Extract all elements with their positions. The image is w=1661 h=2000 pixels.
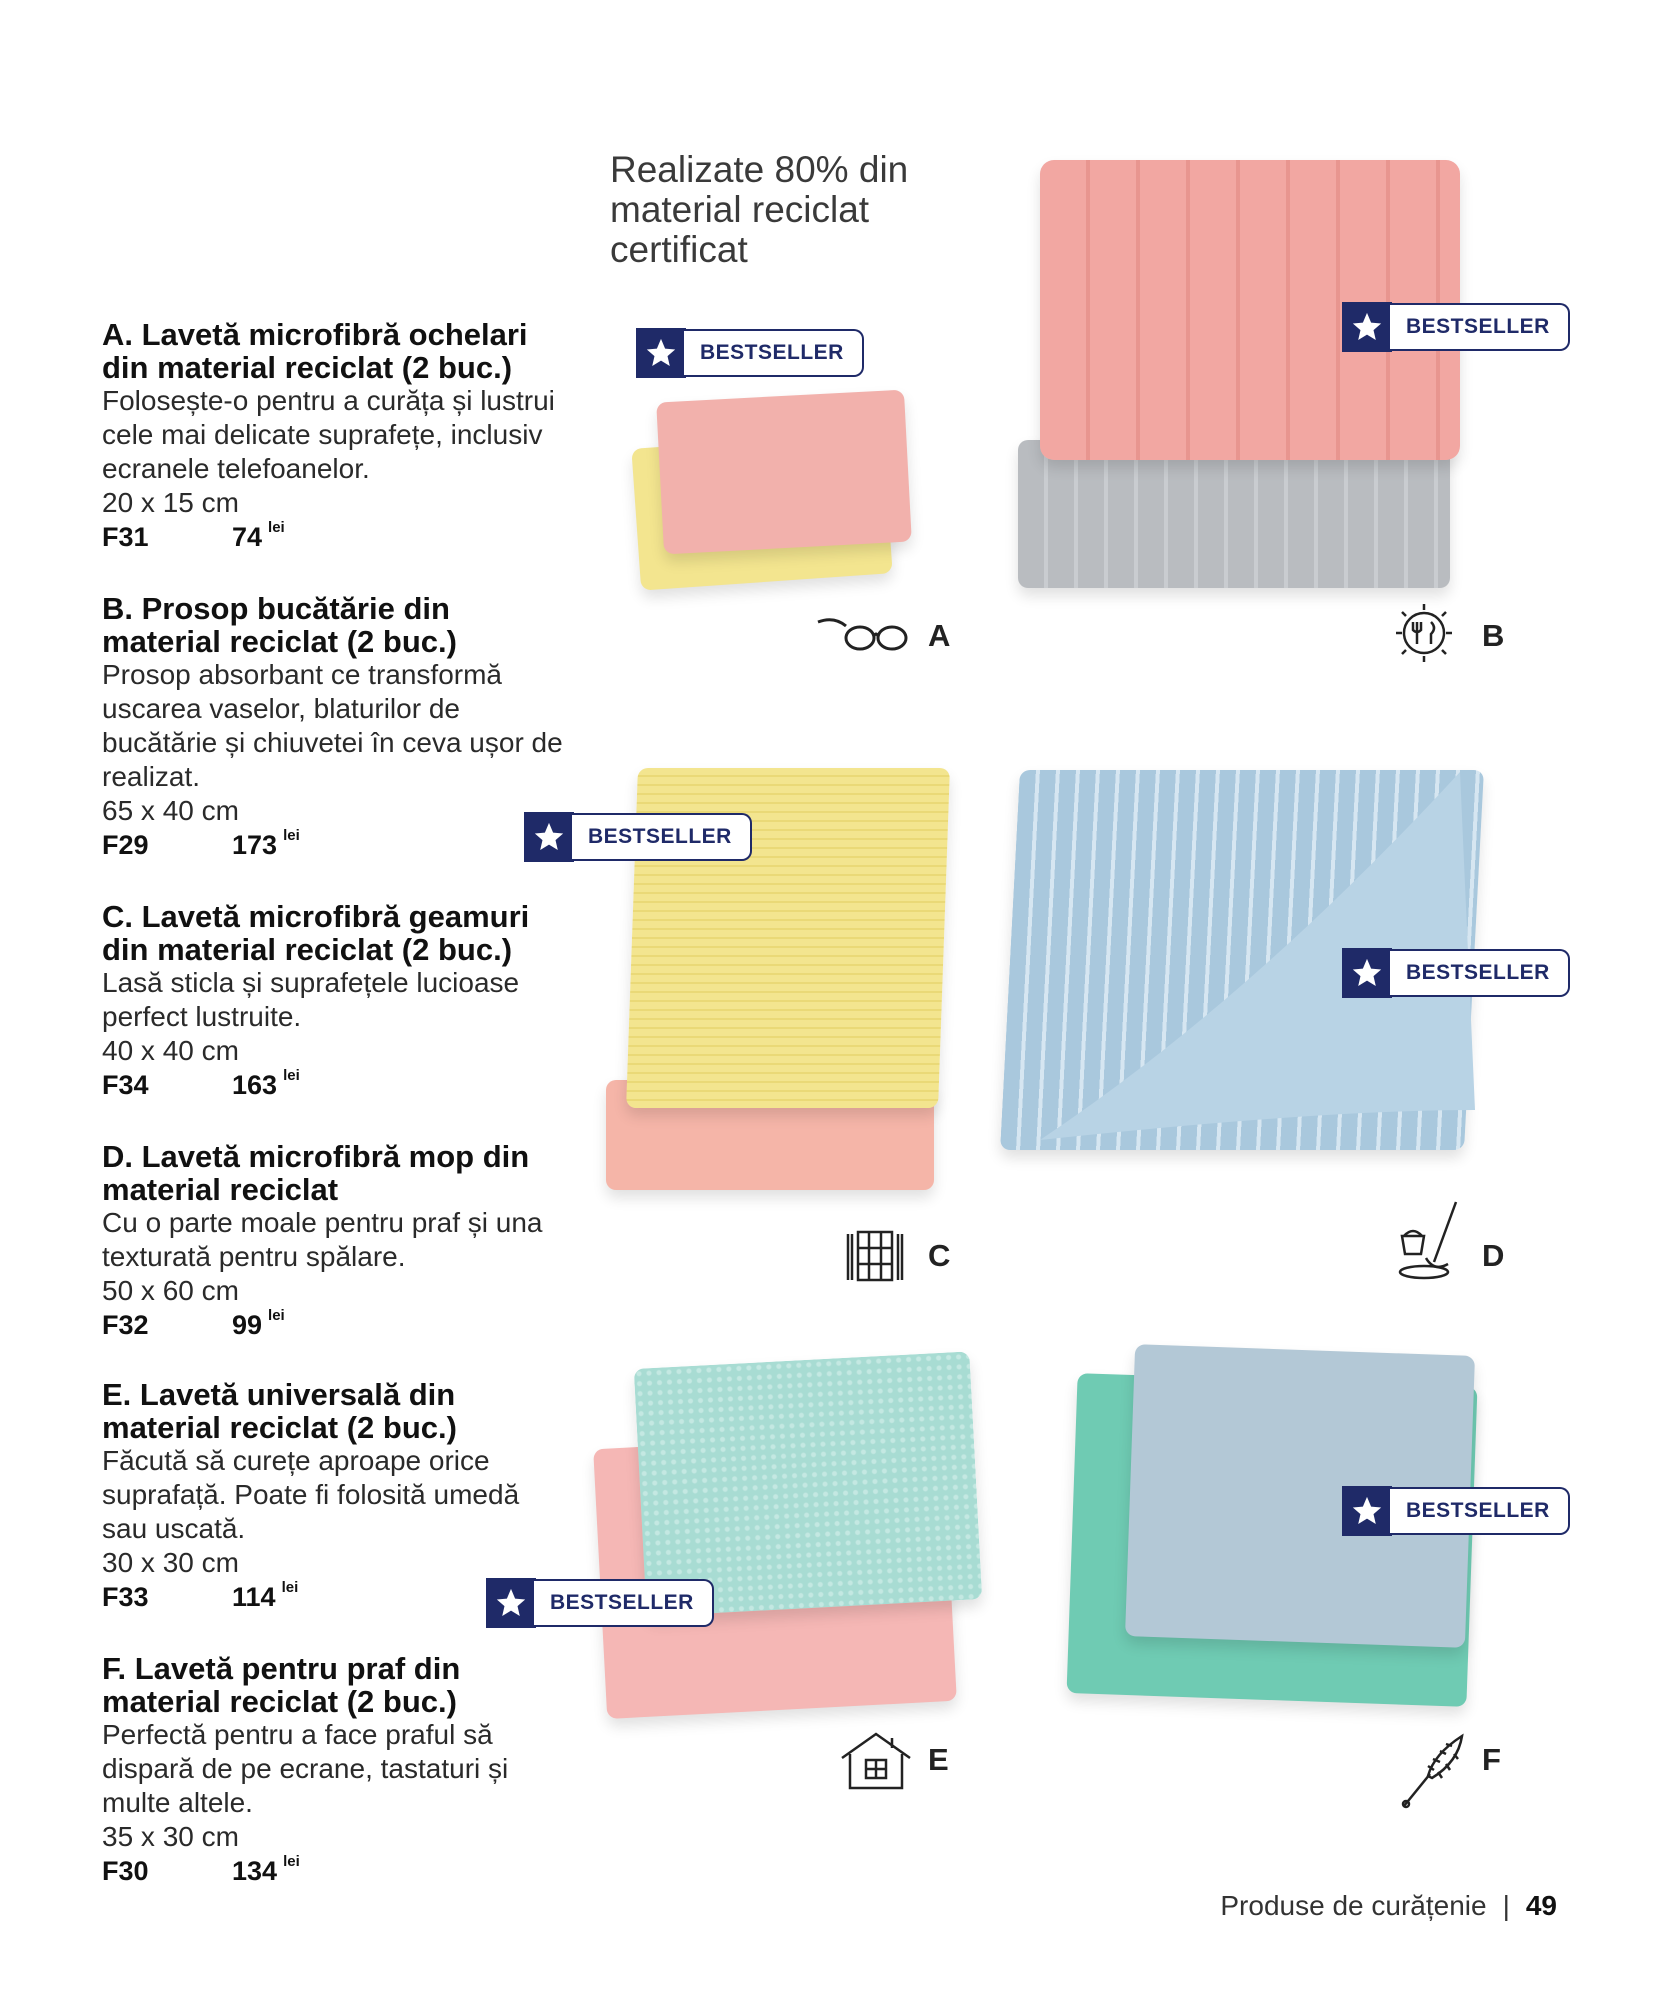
image-letter: E [928,1742,949,1777]
image-letter: C [928,1238,951,1273]
bestseller-badge [1342,1486,1570,1536]
price-value: 173 [232,830,278,860]
bestseller-badge [636,328,864,378]
recycled-note: Realizate 80% din material reciclat certificat [610,149,909,270]
product-price [232,1853,300,1887]
product-description: Lasă sticla și suprafețele lucioase perfect lustruite. [102,967,520,1032]
product-description: Perfectă pentru a face praful să dispară de pe ecrane, tastaturi și multe altele. [102,1719,509,1818]
product-price-row [102,1308,572,1344]
towel-e-mint [634,1351,983,1616]
page-footer [1220,1890,1557,1922]
price-value: 134 [232,1856,278,1886]
price-value: 163 [232,1070,278,1100]
mop-bucket-icon [1394,1200,1464,1284]
page-number: 49 [1525,1890,1557,1921]
product-title: E. Lavetă universală din material reciclat (2 buc.) [102,1377,457,1445]
star-icon [486,1578,536,1628]
product-price [232,1307,285,1341]
image-letter: D [1482,1238,1505,1273]
star-icon [636,328,686,378]
bestseller-label: BESTSELLER [534,1579,714,1627]
footer-divider: | [1502,1890,1510,1921]
product-description: Făcută să curețe aproape orice suprafață. Poate fi folosită umedă sau uscată. [102,1445,520,1544]
product-description: Folosește-o pentru a curăța și lustrui cele mai delicate suprafețe, inclusiv ecranele telefoanelor. [102,385,555,484]
product-code: F33 [102,1582,149,1612]
product-price [232,519,285,553]
product-price [232,827,300,861]
product-f [102,1652,572,1890]
currency-label: lei [268,519,285,536]
image-letter: B [1482,618,1505,653]
product-price [232,1067,300,1101]
bestseller-badge [1342,948,1570,998]
product-price-row [102,828,572,864]
glasses-icon [816,612,908,656]
bestseller-label: BESTSELLER [572,813,752,861]
bestseller-label: BESTSELLER [1390,303,1570,351]
product-price-row [102,1854,572,1890]
product-code: F32 [102,1310,149,1340]
product-price-row [102,520,572,556]
star-icon [1342,1486,1392,1536]
image-letter: A [928,618,951,653]
house-icon [838,1730,914,1792]
product-d [102,1140,572,1344]
product-size: 40 x 40 cm [102,1035,239,1066]
bestseller-badge [1342,302,1570,352]
star-icon [524,812,574,862]
product-a [102,318,572,556]
price-value: 74 [232,522,263,552]
product-title: D. Lavetă microfibră mop din material reciclat [102,1139,530,1207]
product-code: F30 [102,1856,149,1886]
towel-a-pink [656,390,912,555]
product-size: 50 x 60 cm [102,1275,239,1306]
bestseller-label: BESTSELLER [1390,1487,1570,1535]
image-letter: F [1482,1742,1501,1777]
product-title: B. Prosop bucătărie din material reciclat (2 buc.) [102,591,457,659]
price-value: 114 [232,1582,276,1612]
product-title: C. Lavetă microfibră geamuri din material reciclat (2 buc.) [102,899,530,967]
product-code: F34 [102,1070,149,1100]
product-title: F. Lavetă pentru praf din material reciclat (2 buc.) [102,1651,461,1719]
section-title: Produse de curățenie [1220,1890,1487,1921]
dishes-icon [1388,600,1458,666]
feather-duster-icon [1400,1730,1466,1810]
product-size: 65 x 40 cm [102,795,239,826]
window-icon [846,1228,904,1284]
currency-label: lei [283,1853,300,1870]
product-c [102,900,572,1104]
star-icon [1342,948,1392,998]
bestseller-label: BESTSELLER [684,329,864,377]
bestseller-label: BESTSELLER [1390,949,1570,997]
currency-label: lei [283,827,300,844]
product-size: 30 x 30 cm [102,1547,239,1578]
currency-label: lei [281,1579,299,1596]
currency-label: lei [283,1067,300,1084]
product-price-row [102,1068,572,1104]
bestseller-badge [486,1578,714,1628]
star-icon [1342,302,1392,352]
product-size: 35 x 30 cm [102,1821,239,1852]
product-description: Prosop absorbant ce transformă uscarea vaselor, blaturilor de bucătărie și chiuvetei în ceva ușor de realizat. [102,659,563,792]
currency-label: lei [268,1307,285,1324]
price-value: 99 [232,1310,263,1340]
towel-b-grey [1018,440,1450,588]
product-code: F29 [102,830,149,860]
product-b [102,592,572,864]
product-size: 20 x 15 cm [102,487,239,518]
product-description: Cu o parte moale pentru praf și una texturată pentru spălare. [102,1207,543,1272]
product-title: A. Lavetă microfibră ochelari din material reciclat (2 buc.) [102,317,528,385]
bestseller-badge [524,812,752,862]
product-price [232,1579,299,1613]
product-code: F31 [102,522,149,552]
